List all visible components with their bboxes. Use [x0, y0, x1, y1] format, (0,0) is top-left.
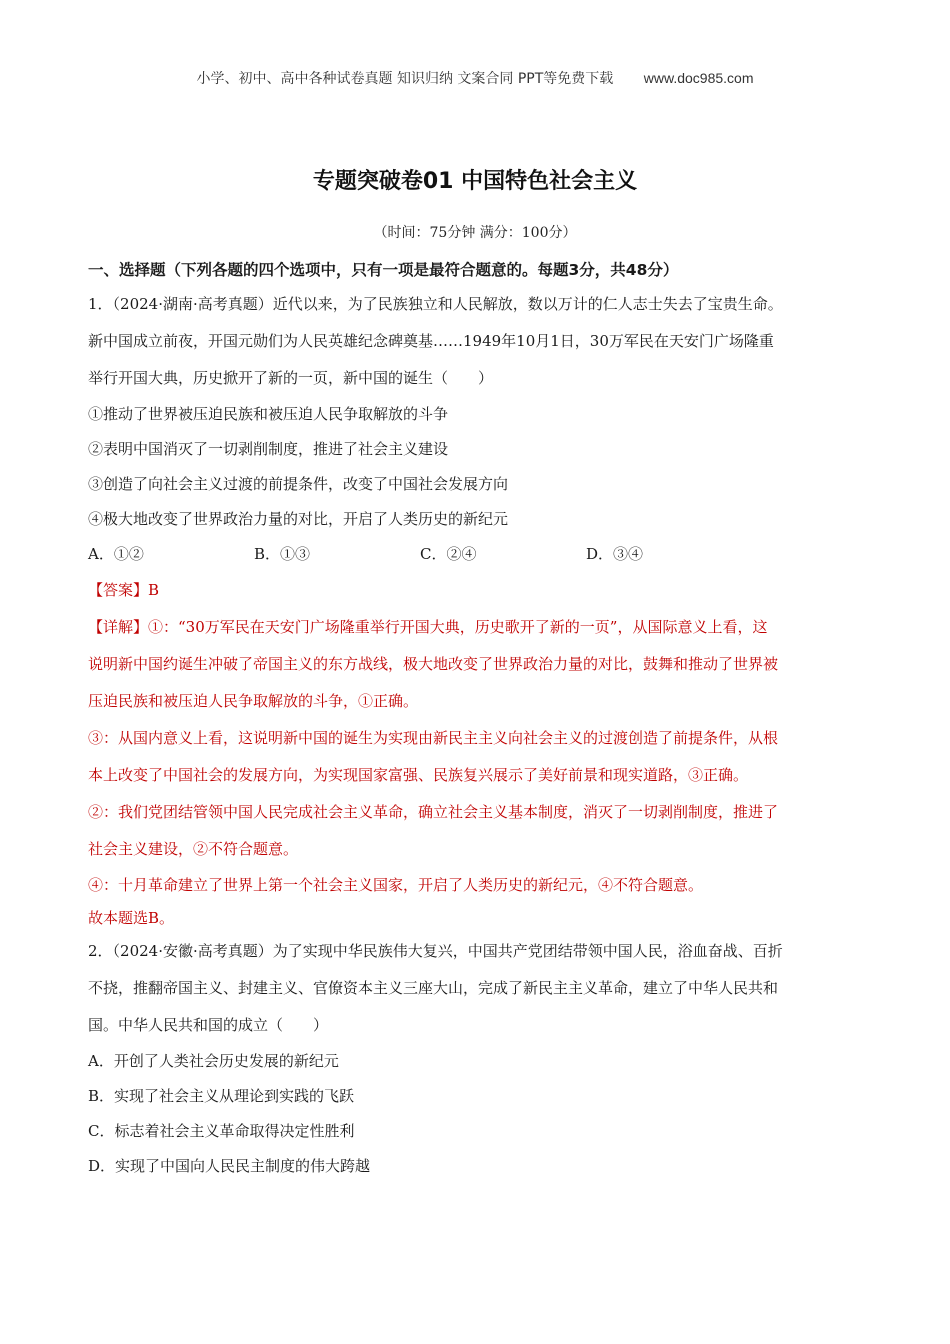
page-subtitle: （时间：75分钟 满分：100分）	[373, 225, 577, 241]
q2-stem-line1: 2．（2024·安徽·高考真题）为了实现中华民族伟大复兴，中国共产党团结带领中国人民，浴血奋战、百折	[88, 942, 783, 960]
q2-option-d: D．实现了中国向人民民主制度的伟大跨越	[88, 1157, 371, 1175]
q1-detail-line1	[88, 609, 862, 646]
q1-detail-label: 【详解】	[88, 618, 149, 636]
q1-detail-line6: ②：我们党团结管领中国人民完成社会主义革命，确立社会主义基本制度，消灭了一切剥削制度，推进了	[88, 803, 779, 821]
q1-item-2: ②表明中国消灭了一切剥削制度，推进了社会主义建设	[88, 440, 449, 458]
page-header	[0, 68, 950, 88]
q1-detail-line8: ④：十月革命建立了世界上第一个社会主义国家，开启了人类历史的新纪元，④不符合题意。	[88, 876, 704, 894]
q2-option-b: B．实现了社会主义从理论到实践的飞跃	[88, 1087, 355, 1105]
header-site-link[interactable]: www.doc985.com	[643, 70, 754, 86]
page-title: 专题突破卷01 中国特色社会主义	[312, 169, 638, 194]
q1-options	[88, 537, 862, 572]
section-heading: 一、选择题（下列各题的四个选项中，只有一项是最符合题意的。每题3分，共48分）	[88, 261, 679, 279]
q2-stem-line3: 国。中华人民共和国的成立（ ）	[88, 1016, 329, 1034]
document-body	[88, 256, 862, 1184]
q1-option-d: D．③④	[586, 545, 644, 563]
q2-option-a: A．开创了人类社会历史发展的新纪元	[88, 1052, 339, 1070]
q1-item-3: ③创造了向社会主义过渡的前提条件，改变了中国社会发展方向	[88, 475, 509, 493]
q1-item-1: ①推动了世界被压迫民族和被压迫人民争取解放的斗争	[88, 405, 449, 423]
q1-detail-line3: 压迫民族和被压迫人民争取解放的斗争，①正确。	[88, 692, 419, 710]
q1-detail-line7: 社会主义建设，②不符合题意。	[88, 840, 299, 858]
header-text: 小学、初中、高中各种试卷真题 知识归纳 文案合同 PPT等免费下载	[196, 71, 614, 87]
q1-answer-value: B	[148, 581, 160, 599]
q2-stem-line2: 不挠，推翻帝国主义、封建主义、官僚资本主义三座大山，完成了新民主主义革命，建立了中华人民共和	[88, 979, 779, 997]
q1-detail-line4: ③：从国内意义上看，这说明新中国的诞生为实现由新民主主义向社会主义的过渡创造了前提条件，从根	[88, 729, 779, 747]
q2-option-c: C．标志着社会主义革命取得决定性胜利	[88, 1122, 355, 1140]
q1-answer-label: 【答案】	[88, 581, 149, 599]
q1-option-a: A．①②	[88, 545, 144, 563]
q1-stem-line2: 新中国成立前夜，开国元勋们为人民英雄纪念碑奠基……1949年10月1日，30万军民在天安门广场隆重	[88, 332, 774, 350]
q1-detail-text1: ①：“30万军民在天安门广场隆重举行开国大典，历史歌开了新的一页”，从国际意义上看，这	[148, 618, 768, 636]
q1-stem-line1: 1．（2024·湖南·高考真题）近代以来，为了民族独立和人民解放，数以万计的仁人志士失去了宝贵生命。	[88, 295, 783, 313]
q1-option-b: B．①③	[254, 545, 311, 563]
q1-option-c: C．②④	[420, 545, 477, 563]
q1-item-4: ④极大地改变了世界政治力量的对比，开启了人类历史的新纪元	[88, 510, 509, 528]
q1-conclusion: 故本题选B。	[88, 909, 175, 927]
q1-stem-line3: 举行开国大典，历史掀开了新的一页，新中国的诞生（ ）	[88, 369, 494, 387]
q1-answer	[88, 572, 862, 609]
q1-detail-line5: 本上改变了中国社会的发展方向，为实现国家富强、民族复兴展示了美好前景和现实道路，③正确。	[88, 766, 749, 784]
q1-detail-line2: 说明新中国约诞生冲破了帝国主义的东方战线，极大地改变了世界政治力量的对比，鼓舞和推动了世界被	[88, 655, 779, 673]
